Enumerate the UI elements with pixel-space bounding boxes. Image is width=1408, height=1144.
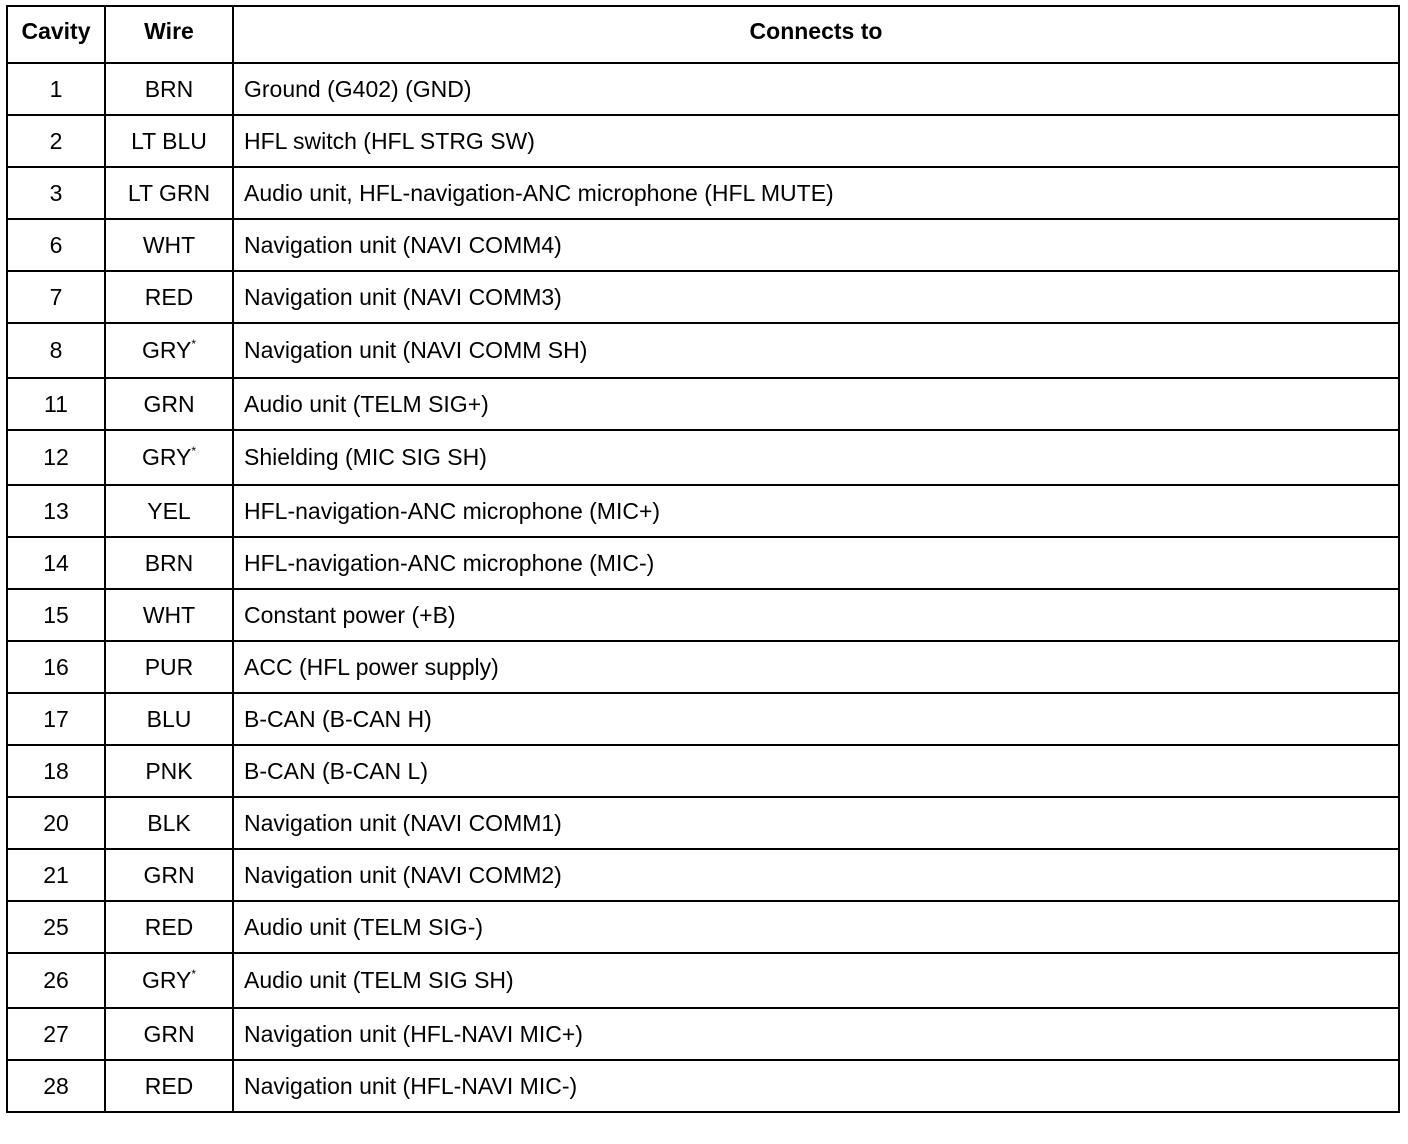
table-row (7, 271, 1399, 323)
wire-cell (105, 219, 233, 271)
connector-pinout-table (6, 5, 1400, 1113)
wire-cell (105, 953, 233, 1008)
wire-footnote-mark: * (191, 967, 197, 981)
cavity-cell: 6 (7, 219, 105, 271)
wire-cell (105, 901, 233, 953)
table-row (7, 849, 1399, 901)
connects-to-cell: Navigation unit (NAVI COMM SH) (233, 323, 1399, 378)
cavity-cell: 12 (7, 430, 105, 485)
table-row (7, 167, 1399, 219)
cavity-cell: 27 (7, 1008, 105, 1060)
wire-cell (105, 271, 233, 323)
wire-color: LT GRN (127, 179, 211, 206)
cavity-cell: 13 (7, 485, 105, 537)
wire-color: PUR (144, 653, 194, 680)
table-row (7, 430, 1399, 485)
table-row (7, 485, 1399, 537)
header-row (7, 6, 1399, 63)
wire-color: GRY (141, 967, 192, 993)
cavity-cell: 8 (7, 323, 105, 378)
connects-to-cell: Navigation unit (HFL-NAVI MIC+) (233, 1008, 1399, 1060)
connects-to-cell: Navigation unit (NAVI COMM3) (233, 271, 1399, 323)
wire-color: GRN (143, 1020, 195, 1047)
wire-cell (105, 745, 233, 797)
connects-to-cell: Audio unit (TELM SIG SH) (233, 953, 1399, 1008)
connects-to-cell: Shielding (MIC SIG SH) (233, 430, 1399, 485)
cavity-cell: 16 (7, 641, 105, 693)
connects-to-cell: Audio unit (TELM SIG+) (233, 378, 1399, 430)
wire-cell (105, 641, 233, 693)
header-wire: Wire (105, 6, 233, 63)
connects-to-cell: HFL switch (HFL STRG SW) (233, 115, 1399, 167)
table-row (7, 641, 1399, 693)
wire-color: YEL (147, 497, 191, 524)
wire-cell (105, 430, 233, 485)
wire-cell (105, 1008, 233, 1060)
wire-color: PNK (145, 757, 193, 784)
connects-to-cell: HFL-navigation-ANC microphone (MIC-) (233, 537, 1399, 589)
table-row (7, 745, 1399, 797)
wire-cell (105, 849, 233, 901)
wire-color: WHT (142, 601, 196, 628)
connects-to-cell: ACC (HFL power supply) (233, 641, 1399, 693)
cavity-cell: 21 (7, 849, 105, 901)
cavity-cell: 17 (7, 693, 105, 745)
table-row (7, 1008, 1399, 1060)
cavity-cell: 20 (7, 797, 105, 849)
connects-to-cell: B-CAN (B-CAN H) (233, 693, 1399, 745)
wire-cell (105, 797, 233, 849)
connector-table-wrapper (6, 5, 1400, 1113)
connects-to-cell: Navigation unit (NAVI COMM1) (233, 797, 1399, 849)
table-row (7, 323, 1399, 378)
cavity-cell: 28 (7, 1060, 105, 1112)
wire-cell (105, 537, 233, 589)
connects-to-cell: HFL-navigation-ANC microphone (MIC+) (233, 485, 1399, 537)
wire-color: GRN (143, 861, 195, 888)
wire-color: WHT (142, 231, 196, 258)
wire-color: BLU (146, 705, 192, 732)
wire-cell (105, 115, 233, 167)
table-row (7, 63, 1399, 115)
wire-color: GRN (143, 390, 195, 417)
table-row (7, 219, 1399, 271)
table-row (7, 953, 1399, 1008)
cavity-cell: 15 (7, 589, 105, 641)
wire-cell (105, 485, 233, 537)
wire-color: BRN (144, 75, 194, 102)
wire-cell (105, 167, 233, 219)
cavity-cell: 25 (7, 901, 105, 953)
table-row (7, 901, 1399, 953)
connects-to-cell: Constant power (+B) (233, 589, 1399, 641)
connects-to-cell: Navigation unit (NAVI COMM2) (233, 849, 1399, 901)
cavity-cell: 3 (7, 167, 105, 219)
connects-to-cell: Navigation unit (NAVI COMM4) (233, 219, 1399, 271)
table-row (7, 797, 1399, 849)
wire-color: RED (144, 913, 194, 940)
cavity-cell: 14 (7, 537, 105, 589)
wire-cell (105, 693, 233, 745)
wire-footnote-mark: * (191, 337, 197, 351)
wire-cell (105, 323, 233, 378)
table-row (7, 693, 1399, 745)
cavity-cell: 1 (7, 63, 105, 115)
connects-to-cell: Ground (G402) (GND) (233, 63, 1399, 115)
wire-cell (105, 378, 233, 430)
connects-to-cell: B-CAN (B-CAN L) (233, 745, 1399, 797)
wire-color: GRY (141, 337, 192, 363)
cavity-cell: 18 (7, 745, 105, 797)
table-row (7, 537, 1399, 589)
table-row (7, 1060, 1399, 1112)
table-row (7, 378, 1399, 430)
wire-color: LT BLU (131, 127, 207, 154)
wire-color: BRN (144, 549, 194, 576)
wire-cell (105, 589, 233, 641)
cavity-cell: 2 (7, 115, 105, 167)
cavity-cell: 11 (7, 378, 105, 430)
wire-color: BLK (147, 809, 191, 836)
wire-cell (105, 1060, 233, 1112)
table-body (7, 63, 1399, 1112)
wire-color: RED (144, 283, 194, 310)
wire-footnote-mark: * (191, 444, 197, 458)
wire-cell (105, 63, 233, 115)
cavity-cell: 7 (7, 271, 105, 323)
wire-color: RED (144, 1072, 194, 1099)
table-row (7, 589, 1399, 641)
header-connects-to: Connects to (233, 6, 1399, 63)
table-row (7, 115, 1399, 167)
cavity-cell: 26 (7, 953, 105, 1008)
connects-to-cell: Navigation unit (HFL-NAVI MIC-) (233, 1060, 1399, 1112)
header-cavity: Cavity (7, 6, 105, 63)
connects-to-cell: Audio unit, HFL-navigation-ANC microphone (HFL MUTE) (233, 167, 1399, 219)
wire-color: GRY (141, 444, 192, 470)
connects-to-cell: Audio unit (TELM SIG-) (233, 901, 1399, 953)
